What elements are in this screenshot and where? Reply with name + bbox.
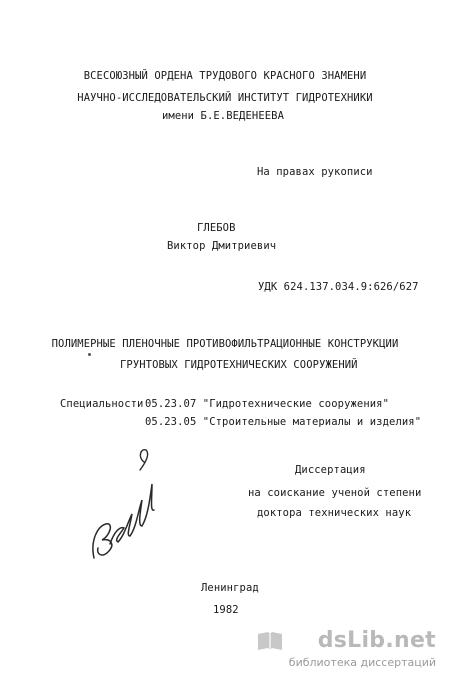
speck bbox=[88, 353, 91, 356]
watermark bbox=[256, 628, 436, 670]
book-icon bbox=[256, 630, 284, 652]
watermark-logo: dsLib.net bbox=[317, 628, 436, 653]
dissertation-line-2: на соискание ученой степени bbox=[248, 487, 422, 499]
author-surname: ГЛЕБОВ bbox=[197, 222, 236, 234]
watermark-subtitle: библиотека диссертаций bbox=[288, 656, 436, 669]
udk-code: УДК 624.137.034.9:626/627 bbox=[258, 281, 419, 293]
rights-notice: На правах рукописи bbox=[257, 166, 373, 178]
specialty-item-2: 05.23.05 "Строительные материалы и изделия" bbox=[145, 416, 422, 428]
specialty-label: Специальности bbox=[60, 398, 144, 410]
year: 1982 bbox=[213, 604, 239, 616]
dissertation-line-3: доктора технических наук bbox=[257, 507, 412, 519]
header-line-2: НАУЧНО-ИССЛЕДОВАТЕЛЬСКИЙ ИНСТИТУТ ГИДРОТЕХНИКИ bbox=[77, 92, 373, 104]
title-line-1: ПОЛИМЕРНЫЕ ПЛЕНОЧНЫЕ ПРОТИВОФИЛЬТРАЦИОННЫЕ КОНСТРУКЦИИ bbox=[51, 338, 399, 350]
dissertation-line-1: Диссертация bbox=[295, 464, 366, 476]
header-line-3: имени Б.Е.ВЕДЕНЕЕВА bbox=[162, 110, 285, 122]
author-name: Виктор Дмитриевич bbox=[167, 240, 277, 252]
specialty-item-1: 05.23.07 "Гидротехнические сооружения" bbox=[145, 398, 390, 410]
city: Ленинград bbox=[201, 582, 259, 594]
header-line-1: ВСЕСОЮЗНЫЙ ОРДЕНА ТРУДОВОГО КРАСНОГО ЗНАМЕНИ bbox=[83, 70, 367, 82]
title-line-2: ГРУНТОВЫХ ГИДРОТЕХНИЧЕСКИХ СООРУЖЕНИЙ bbox=[120, 359, 358, 371]
handwritten-signature bbox=[80, 440, 170, 560]
